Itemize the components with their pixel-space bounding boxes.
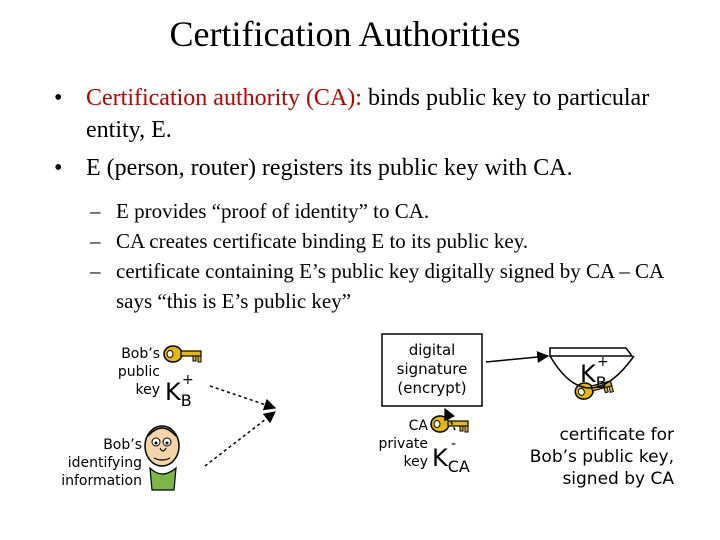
signature-box-label: digital signature (encrypt) — [396, 341, 468, 397]
bullet-dot: • — [54, 85, 63, 111]
bob-id-label: Bob’s identifying information — [61, 437, 142, 489]
bob-public-key-label: Bob’s public key — [117, 346, 160, 398]
sub-bullet: – CA creates certificate binding E to its public key. — [90, 229, 529, 253]
registration-text: E (person, router) registers its public key with CA. — [86, 155, 573, 181]
arrow-sig-to-cert — [486, 356, 548, 362]
bullet-dot: • — [54, 155, 63, 181]
certificate-key-symbol: KB + — [580, 354, 609, 392]
slide-title: Certification Authorities — [169, 14, 521, 54]
ca-private-key-label: CA private key — [378, 418, 428, 470]
bob-public-key-symbol: KB + — [165, 372, 194, 410]
sub-bullet: – E provides “proof of identity” to CA. — [90, 199, 430, 223]
key-icon — [164, 346, 201, 362]
arrow-pubkey-to-sig — [210, 386, 275, 408]
arrow-id-to-sig — [205, 412, 275, 466]
sub-bullet: – certificate containing E’s public key digitally signed by CA – CA says “this is E’s public key” — [90, 259, 664, 313]
ca-term: Certification authority (CA): — [86, 85, 362, 111]
sub-bullet-text: CA creates certificate binding E to its public key. — [116, 229, 529, 253]
ca-private-key-symbol: KCA - — [432, 436, 470, 476]
person-icon — [145, 426, 179, 490]
sub-bullet-text: certificate containing E’s public key digitally signed by CA – CA says “this is E’s public key” — [116, 259, 664, 313]
certificate-caption: certificate for Bob’s public key, signed by CA — [529, 425, 674, 489]
ca-definition: binds public key to particular entity, E. — [86, 85, 650, 143]
sub-bullet-text: E provides “proof of identity” to CA. — [116, 199, 430, 223]
